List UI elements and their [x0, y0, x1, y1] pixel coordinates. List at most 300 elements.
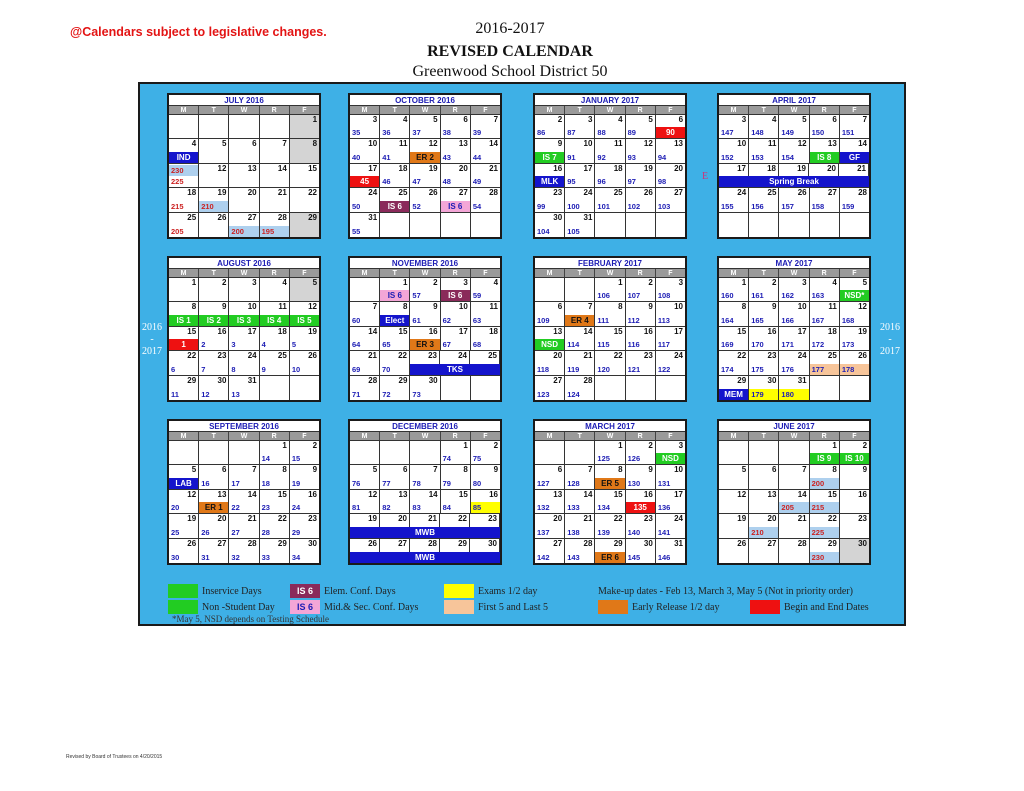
day-number: 6 [252, 139, 257, 149]
school-day-number: 121 [627, 364, 641, 374]
day-number: 16 [553, 163, 563, 173]
side-label-dash: - [888, 334, 892, 345]
day-cell [260, 302, 290, 325]
weekday-label: F [290, 269, 319, 277]
week-row [169, 514, 319, 538]
school-day-number: 29 [291, 527, 301, 537]
day-cell [779, 188, 809, 211]
day-event-label: IS 9 [810, 453, 839, 464]
school-day-number: 83 [412, 503, 421, 513]
weekday-label: M [535, 269, 565, 277]
day-cell [779, 441, 809, 464]
month-name: APRIL 2017 [719, 95, 869, 106]
weekday-label: T [565, 269, 595, 277]
weekday-label: M [719, 269, 749, 277]
school-day-number: 2 [201, 340, 206, 350]
school-day-number: 149 [781, 128, 794, 138]
school-day-number: 210 [199, 201, 228, 212]
month-name: FEBRUARY 2017 [535, 258, 685, 269]
day-cell [719, 139, 749, 162]
day-cell [840, 188, 869, 211]
school-day-number: 114 [567, 340, 580, 350]
day-cell [565, 164, 595, 187]
day-number: 5 [221, 139, 227, 149]
school-day-number: 200 [810, 478, 839, 489]
weekday-label: W [595, 106, 625, 114]
school-day-number: 111 [597, 315, 610, 325]
day-cell [535, 213, 565, 237]
day-cell [350, 213, 380, 237]
school-day-number: 147 [721, 128, 734, 138]
day-number: 26 [217, 212, 227, 222]
day-cell [410, 188, 440, 211]
school-day-number: 101 [597, 201, 610, 211]
legend-swatch [444, 584, 474, 598]
day-cell [169, 164, 199, 187]
day-event-label: MLK [535, 176, 564, 187]
holiday-bar: MWB [350, 552, 500, 563]
day-number: 15 [458, 489, 468, 499]
day-cell [410, 164, 440, 187]
day-number: 13 [827, 139, 837, 149]
month-march-2017 [533, 419, 687, 565]
day-number: 23 [308, 514, 318, 524]
day-cell [410, 278, 440, 301]
day-cell [229, 490, 259, 513]
day-cell [565, 490, 595, 513]
day-cell [471, 465, 500, 488]
day-cell [810, 514, 840, 537]
school-day-number: 84 [442, 503, 451, 513]
day-number: 11 [489, 302, 499, 312]
weekday-header [169, 432, 319, 441]
day-number: 4 [282, 278, 287, 287]
day-cell [471, 376, 500, 400]
day-cell [260, 115, 290, 138]
day-number: 15 [277, 489, 287, 499]
day-number: 24 [247, 351, 257, 361]
week-row [350, 465, 500, 489]
day-cell [229, 351, 259, 374]
weekday-label: R [260, 432, 290, 440]
legend-item [290, 600, 418, 614]
weekday-label: T [749, 106, 779, 114]
day-cell [535, 302, 565, 325]
day-number: 4 [832, 278, 837, 287]
day-cell [656, 115, 685, 138]
week-row [350, 539, 500, 563]
day-cell [749, 302, 779, 325]
day-number: 19 [217, 188, 227, 198]
day-cell [199, 351, 229, 374]
day-cell [350, 139, 380, 162]
week-row [535, 376, 685, 400]
weekday-label: W [595, 432, 625, 440]
school-day-number: 133 [567, 503, 580, 513]
week-row [169, 188, 319, 212]
day-cell [380, 441, 410, 464]
day-cell [779, 514, 809, 537]
day-number: 20 [553, 514, 563, 524]
weekday-label: R [441, 432, 471, 440]
week-row [350, 441, 500, 465]
side-label-dash: - [150, 334, 154, 345]
school-day-number: 88 [597, 128, 606, 138]
day-number: 17 [737, 163, 746, 173]
day-number: 21 [277, 188, 287, 198]
school-day-number: 178 [840, 364, 869, 375]
school-day-number: 157 [781, 201, 794, 211]
school-day-number: 128 [567, 478, 580, 488]
week-row [719, 188, 869, 212]
day-number: 26 [858, 351, 868, 361]
week-row [535, 490, 685, 514]
day-cell [779, 278, 809, 301]
day-cell [260, 441, 290, 464]
day-cell [260, 490, 290, 513]
legend-item [598, 600, 719, 614]
school-day-number: 57 [412, 291, 421, 301]
day-number: 7 [862, 115, 868, 124]
school-day-number: 47 [412, 177, 421, 187]
day-cell [656, 465, 685, 488]
day-number: 9 [493, 465, 499, 475]
week-row [169, 213, 319, 237]
day-event-label: 90 [656, 127, 685, 138]
day-number: 13 [767, 489, 777, 499]
school-day-number: 40 [352, 152, 361, 162]
week-row [719, 465, 869, 489]
weekday-label: T [199, 432, 229, 440]
weekday-header [350, 106, 500, 115]
day-number: 20 [217, 514, 227, 524]
day-number: 23 [553, 188, 563, 198]
day-number: 29 [613, 538, 623, 548]
day-event-label: IS 8 [810, 152, 839, 163]
day-number: 15 [398, 326, 408, 336]
day-number: 15 [827, 489, 837, 499]
day-event-label: IS 6 [441, 201, 470, 212]
day-number: 7 [433, 465, 438, 475]
day-cell [229, 115, 259, 138]
day-cell [656, 514, 685, 537]
day-cell [779, 327, 809, 350]
school-day-number: 96 [597, 177, 606, 187]
week-row [169, 490, 319, 514]
day-cell [810, 351, 840, 374]
day-number: 3 [741, 115, 747, 124]
day-cell [535, 139, 565, 162]
day-number: 31 [583, 212, 593, 222]
calendar-year: 2016-2017 [475, 20, 545, 37]
day-cell [290, 164, 319, 187]
day-number: 19 [187, 514, 197, 524]
day-cell [810, 539, 840, 563]
day-number: 14 [858, 139, 868, 149]
school-day-number: 32 [231, 552, 240, 562]
day-cell [290, 514, 319, 537]
week-row [350, 302, 500, 326]
day-cell [169, 441, 199, 464]
day-number: 1 [312, 115, 318, 124]
day-cell [656, 164, 685, 187]
day-cell [719, 465, 749, 488]
day-number: 28 [583, 538, 593, 548]
day-number: 20 [827, 163, 836, 173]
day-number: 13 [217, 489, 227, 499]
weekday-label: F [840, 269, 869, 277]
day-cell [749, 278, 779, 301]
day-cell [199, 302, 229, 325]
day-number: 15 [308, 163, 318, 173]
school-day-number: 46 [382, 177, 391, 187]
day-number: 19 [643, 163, 653, 173]
school-day-number: 9 [261, 364, 266, 374]
day-cell [380, 465, 410, 488]
school-day-number: 152 [721, 152, 734, 162]
day-cell [169, 213, 199, 237]
day-cell [719, 376, 749, 400]
week-row [350, 490, 500, 514]
school-day-number: 210 [749, 527, 778, 538]
school-day-number: 52 [412, 201, 421, 211]
month-name: NOVEMBER 2016 [350, 258, 500, 269]
week-row [535, 351, 685, 375]
day-cell [229, 302, 259, 325]
day-cell [260, 539, 290, 563]
calendar-title: REVISED CALENDAR [427, 43, 593, 60]
day-number: 29 [827, 538, 837, 548]
day-event-label: IS 2 [199, 315, 228, 326]
legend-item [168, 600, 275, 614]
day-cell [535, 164, 565, 187]
school-day-number: 120 [597, 364, 610, 374]
day-cell [441, 490, 471, 513]
day-cell [380, 213, 410, 237]
day-number: 18 [827, 326, 837, 336]
day-number: 26 [308, 351, 318, 361]
day-number: 10 [674, 465, 684, 475]
day-cell [719, 514, 749, 537]
school-day-number: 3 [231, 340, 236, 350]
day-cell [229, 327, 259, 350]
day-cell [626, 490, 656, 513]
day-cell [199, 278, 229, 301]
day-cell [535, 514, 565, 537]
day-cell [471, 327, 500, 350]
day-number: 19 [797, 163, 806, 173]
school-day-number: 165 [751, 315, 764, 325]
school-day-number: 159 [841, 201, 855, 211]
day-number: 18 [613, 163, 623, 173]
week-row [350, 188, 500, 212]
side-label-year: 2017 [880, 346, 900, 357]
day-number: 26 [797, 188, 807, 198]
day-cell [626, 139, 656, 162]
day-number: 23 [643, 351, 653, 361]
day-number: 27 [553, 375, 563, 385]
day-cell [535, 441, 565, 464]
school-day-number: 94 [657, 152, 667, 162]
legend-item [444, 600, 548, 614]
day-cell [779, 302, 809, 325]
day-cell [471, 213, 500, 237]
week-row [719, 514, 869, 538]
school-day-number: 200 [229, 226, 258, 237]
day-cell [626, 278, 656, 301]
school-day-number: 93 [627, 152, 636, 162]
day-cell [595, 115, 625, 138]
weekday-header [719, 269, 869, 278]
school-day-number: 44 [472, 152, 482, 162]
weekday-label: W [595, 269, 625, 277]
school-day-number: 64 [352, 340, 361, 350]
day-number: 27 [767, 538, 777, 548]
day-cell [595, 139, 625, 162]
day-number: 9 [312, 465, 318, 475]
school-day-number: 116 [627, 340, 640, 350]
school-day-number: 27 [231, 527, 240, 537]
day-number: 9 [648, 465, 653, 475]
day-cell [626, 188, 656, 211]
day-number: 19 [428, 163, 438, 173]
school-day-number: 225 [810, 527, 839, 538]
day-cell [441, 441, 471, 464]
weekday-label: F [471, 269, 500, 277]
legend-label: Inservice Days [202, 585, 262, 597]
day-cell [260, 465, 290, 488]
day-cell [656, 490, 685, 513]
day-cell [565, 351, 595, 374]
weekday-header [535, 106, 685, 115]
day-number: 25 [613, 188, 623, 198]
legend-label: Begin and End Dates [784, 601, 869, 613]
school-day-number: 22 [231, 503, 240, 513]
school-day-number: 75 [472, 454, 482, 464]
day-event-label: IS 6 [441, 290, 470, 301]
day-number: 17 [247, 326, 257, 336]
day-cell [535, 490, 565, 513]
weekday-label: W [779, 269, 809, 277]
month-name: JANUARY 2017 [535, 95, 685, 106]
day-number: 2 [312, 441, 318, 450]
day-number: 24 [737, 188, 747, 198]
day-number: 9 [557, 139, 563, 149]
school-day-number: 195 [260, 226, 289, 237]
school-day-number: 122 [657, 364, 671, 374]
day-number: 29 [737, 375, 747, 385]
day-cell [441, 164, 471, 187]
day-cell [260, 327, 290, 350]
day-number: 30 [767, 375, 777, 385]
week-row [719, 213, 869, 237]
month-april-2017 [717, 93, 871, 239]
day-cell [199, 465, 229, 488]
day-cell [169, 188, 199, 211]
day-event-label: MEM [719, 389, 748, 400]
week-row [535, 164, 685, 188]
week-row [719, 490, 869, 514]
week-row [169, 351, 319, 375]
school-day-number: 81 [352, 503, 361, 513]
day-cell [290, 376, 319, 400]
day-cell [199, 490, 229, 513]
week-row [350, 376, 500, 400]
day-cell [656, 139, 685, 162]
school-day-number: 67 [442, 340, 451, 350]
week-row [350, 139, 500, 163]
day-number: 28 [583, 375, 593, 385]
day-number: 18 [767, 163, 776, 173]
day-number: 2 [648, 441, 653, 450]
weekday-label: R [626, 432, 656, 440]
school-day-number: 150 [811, 128, 825, 138]
day-number: 12 [797, 139, 807, 149]
school-day-number: 172 [811, 340, 825, 350]
legend-label: Mid.& Sec. Conf. Days [324, 601, 419, 613]
day-number: 9 [862, 465, 868, 475]
day-cell [719, 539, 749, 563]
weekday-label: F [656, 106, 685, 114]
legislative-notice: @Calendars subject to legislative changes. [70, 25, 327, 39]
day-number: 2 [862, 441, 868, 450]
day-number: 17 [583, 163, 593, 173]
school-day-number: 166 [781, 315, 794, 325]
day-cell [840, 302, 869, 325]
school-day-number: 169 [721, 340, 734, 350]
day-number: 15 [737, 326, 747, 336]
day-number: 16 [308, 489, 318, 499]
school-day-number: 28 [261, 527, 270, 537]
legend-item [750, 600, 869, 614]
weekday-label: T [380, 269, 410, 277]
day-number: 4 [771, 115, 777, 124]
weekday-label: M [169, 269, 199, 277]
day-cell [471, 490, 500, 513]
day-cell [471, 164, 500, 187]
day-cell [169, 376, 199, 400]
day-cell [656, 302, 685, 325]
weekday-label: F [471, 432, 500, 440]
day-cell [749, 514, 779, 537]
day-cell [229, 188, 259, 211]
day-number: 27 [827, 188, 837, 198]
week-row [350, 115, 500, 139]
day-number: 23 [858, 514, 868, 524]
weekday-header [169, 269, 319, 278]
day-number: 7 [493, 115, 499, 124]
day-number: 1 [463, 441, 468, 450]
legend-swatch [444, 600, 474, 614]
week-row [169, 465, 319, 489]
day-number: 18 [489, 326, 499, 336]
day-cell [565, 115, 595, 138]
school-day-number: 60 [352, 315, 361, 325]
day-cell [810, 302, 840, 325]
day-event-label: 45 [350, 176, 379, 187]
school-day-number: 107 [627, 291, 641, 301]
week-row [719, 327, 869, 351]
school-day-number: 65 [382, 340, 391, 350]
legend-label: First 5 and Last 5 [478, 601, 548, 613]
legend-label: Make-up dates - Feb 13, March 3, May 5 (Not in priority order) [598, 585, 853, 597]
day-cell [350, 188, 380, 211]
school-day-number: 97 [627, 177, 636, 187]
day-number: 26 [643, 188, 653, 198]
weekday-label: M [350, 106, 380, 114]
day-number: 6 [832, 115, 837, 124]
school-day-number: 158 [811, 201, 825, 211]
